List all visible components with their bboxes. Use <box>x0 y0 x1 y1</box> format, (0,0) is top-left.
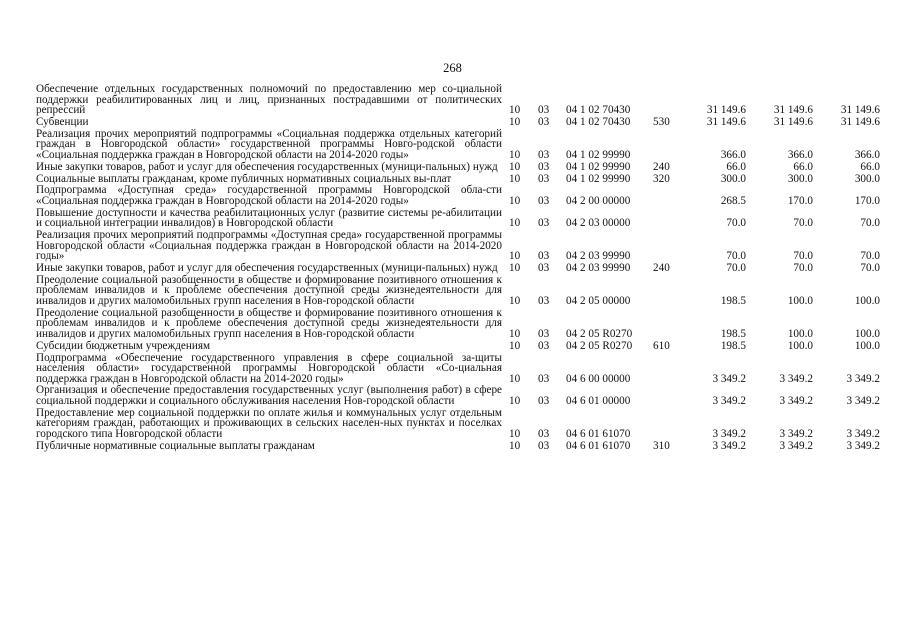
table-row <box>36 208 880 230</box>
row-target-article-cell: 04 1 02 70430 <box>566 104 631 117</box>
row-amount-year2-cell: 100.0 <box>787 327 813 340</box>
row-section-cell: 10 <box>509 428 521 441</box>
row-amount-year1-cell: 300.0 <box>720 172 746 185</box>
row-amount-year2-cell: 3 349.2 <box>779 395 813 408</box>
table-row <box>36 263 880 275</box>
row-amount-year2-cell: 31 149.6 <box>773 115 813 128</box>
row-expense-type-cell: 240 <box>653 262 670 274</box>
row-amount-year2-cell: 366.0 <box>787 148 813 161</box>
table-row <box>36 341 880 353</box>
row-amount-year1-cell: 31 149.6 <box>706 115 746 128</box>
row-subsection-cell: 03 <box>538 104 550 117</box>
row-target-article-cell: 04 1 02 70430 <box>566 115 631 128</box>
row-name-cell: Преодоление социальной разобщенности в обществе и формирование позитивного отношения к проблемам инвалидов и к проблеме обеспечения доступной среды жизнедеятельности для инвалидов и других маломобильных групп населения в Нов-городской области <box>36 273 502 307</box>
row-expense-type-cell <box>653 353 679 386</box>
row-section-cell: 10 <box>509 194 521 207</box>
row-section-cell: 10 <box>509 372 521 385</box>
row-amount-year2-cell: 300.0 <box>787 172 813 185</box>
row-expense-type-cell <box>653 185 679 207</box>
row-section-cell: 10 <box>509 339 521 352</box>
row-expense-type-cell <box>653 275 679 308</box>
row-amount-year2-cell: 100.0 <box>787 294 813 307</box>
row-section-cell: 10 <box>509 439 521 452</box>
row-expense-type-cell: 530 <box>653 115 670 128</box>
row-amount-year2-cell: 70.0 <box>793 217 813 230</box>
row-amount-year3-cell: 3 349.2 <box>846 428 880 441</box>
row-amount-year1-cell: 70.0 <box>726 217 746 230</box>
row-expense-type-cell <box>653 385 679 407</box>
row-expense-type-cell: 320 <box>653 172 670 185</box>
row-name-cell: Реализация прочих мероприятий подпрограммы «Социальная поддержка отдельных категорий граждан в Новгородской области» государственной программы Новго-родской области «Социальная поддержка граждан в Новгородской области на 2014-2020 годы» <box>36 127 502 161</box>
row-amount-year3-cell: 300.0 <box>854 172 880 185</box>
table-row <box>36 308 880 341</box>
row-section-cell: 10 <box>509 160 521 173</box>
row-amount-year2-cell: 70.0 <box>793 250 813 263</box>
table-row <box>36 275 880 308</box>
row-amount-year3-cell: 31 149.6 <box>840 104 880 117</box>
row-amount-year3-cell: 170.0 <box>854 194 880 207</box>
row-target-article-cell: 04 6 01 61070 <box>566 439 631 452</box>
row-amount-year3-cell: 100.0 <box>854 339 880 352</box>
row-target-article-cell: 04 2 00 00000 <box>566 194 631 207</box>
row-amount-year1-cell: 3 349.2 <box>712 395 746 408</box>
row-section-cell: 10 <box>509 262 521 274</box>
row-subsection-cell: 03 <box>538 115 550 128</box>
row-section-cell: 10 <box>509 115 521 128</box>
row-name-cell: Публичные нормативные социальные выплаты гражданам <box>36 439 315 452</box>
row-target-article-cell: 04 2 03 99990 <box>566 262 631 274</box>
row-name-cell: Социальные выплаты гражданам, кроме публичных нормативных социальных вы-плат <box>36 172 452 185</box>
row-section-cell: 10 <box>509 217 521 230</box>
row-expense-type-cell <box>653 308 679 341</box>
page-number: 268 <box>443 61 462 75</box>
row-subsection-cell: 03 <box>538 395 550 408</box>
row-subsection-cell: 03 <box>538 194 550 207</box>
row-amount-year1-cell: 268.5 <box>720 194 746 207</box>
row-name-cell: Реализация прочих мероприятий подпрограммы «Доступная среда» государственной программы Новгородской области «Социальная поддержка граждан в Новгородской области на 2014-2020 годы» <box>36 229 502 263</box>
row-amount-year3-cell: 3 349.2 <box>846 372 880 385</box>
row-amount-year3-cell: 70.0 <box>860 262 880 274</box>
row-amount-year3-cell: 31 149.6 <box>840 115 880 128</box>
table-row <box>36 84 880 117</box>
budget-table <box>36 84 880 453</box>
table-row <box>36 230 880 263</box>
row-amount-year2-cell: 170.0 <box>787 194 813 207</box>
row-name-cell: Организация и обеспечение предоставления государственных услуг (выполнения работ) в сфере социальной поддержки и социального обслуживания населения Нов-городской области <box>36 384 502 408</box>
row-name-cell: Повышение доступности и качества реабилитационных услуг (развитие системы ре-абилитации и социальной интеграции инвалидов) в Новгородской области <box>36 206 502 230</box>
row-target-article-cell: 04 1 02 99990 <box>566 172 631 185</box>
row-amount-year1-cell: 198.5 <box>720 339 746 352</box>
row-target-article-cell: 04 2 03 99990 <box>566 250 631 263</box>
row-expense-type-cell <box>653 129 679 162</box>
row-amount-year1-cell: 70.0 <box>726 250 746 263</box>
row-amount-year1-cell: 198.5 <box>720 327 746 340</box>
row-subsection-cell: 03 <box>538 250 550 263</box>
row-target-article-cell: 04 2 03 00000 <box>566 217 631 230</box>
row-subsection-cell: 03 <box>538 172 550 185</box>
row-amount-year1-cell: 31 149.6 <box>706 104 746 117</box>
row-amount-year2-cell: 70.0 <box>793 262 813 274</box>
row-section-cell: 10 <box>509 395 521 408</box>
row-section-cell: 10 <box>509 148 521 161</box>
row-amount-year2-cell: 3 349.2 <box>779 439 813 452</box>
row-name-cell: Преодоление социальной разобщенности в обществе и формирование позитивного отношения к проблемам инвалидов и к проблеме обеспечения доступной среды жизнедеятельности для инвалидов и других маломобильных групп населения в Нов-городской области <box>36 306 502 340</box>
row-section-cell: 10 <box>509 250 521 263</box>
row-expense-type-cell: 240 <box>653 160 670 173</box>
row-target-article-cell: 04 6 01 00000 <box>566 395 631 408</box>
row-expense-type-cell: 310 <box>653 439 670 452</box>
row-expense-type-cell <box>653 408 679 441</box>
row-expense-type-cell <box>653 230 679 263</box>
row-subsection-cell: 03 <box>538 372 550 385</box>
row-amount-year1-cell: 198.5 <box>720 294 746 307</box>
row-name-cell: Подпрограмма «Доступная среда» государственной программы Новгородской обла-сти «Социальная поддержка граждан в Новгородской области на 2014-2020 годы» <box>36 184 502 207</box>
row-amount-year3-cell: 3 349.2 <box>846 439 880 452</box>
row-target-article-cell: 04 1 02 99990 <box>566 160 631 173</box>
row-amount-year1-cell: 366.0 <box>720 148 746 161</box>
row-target-article-cell: 04 6 01 61070 <box>566 428 631 441</box>
row-name-cell: Предоставление мер социальной поддержки по оплате жилья и коммунальных услуг отдельным категориям граждан, работающих и проживающих в сельских населен-ных пунктах и поселках городского типа Новгородской области <box>36 406 502 441</box>
table-row <box>36 441 880 453</box>
row-amount-year3-cell: 70.0 <box>860 250 880 263</box>
row-amount-year1-cell: 70.0 <box>726 262 746 274</box>
row-subsection-cell: 03 <box>538 262 550 274</box>
row-subsection-cell: 03 <box>538 294 550 307</box>
row-name-cell: Иные закупки товаров, работ и услуг для обеспечения государственных (муници-пальных) нужд <box>36 160 498 173</box>
row-expense-type-cell <box>653 208 679 230</box>
row-subsection-cell: 03 <box>538 339 550 352</box>
row-amount-year1-cell: 3 349.2 <box>712 372 746 385</box>
row-subsection-cell: 03 <box>538 327 550 340</box>
row-amount-year2-cell: 3 349.2 <box>779 372 813 385</box>
row-target-article-cell: 04 6 00 00000 <box>566 372 631 385</box>
table-row <box>36 408 880 441</box>
row-amount-year3-cell: 100.0 <box>854 294 880 307</box>
row-subsection-cell: 03 <box>538 428 550 441</box>
row-expense-type-cell: 610 <box>653 339 670 352</box>
row-amount-year2-cell: 66.0 <box>793 160 813 173</box>
row-amount-year2-cell: 100.0 <box>787 339 813 352</box>
row-name-cell: Обеспечение отдельных государственных полномочий по предоставлению мер со-циальной поддержки реабилитированных лиц и лиц, признанных пострадавшими от политических репрессий <box>36 83 502 117</box>
table-body <box>36 84 880 453</box>
row-subsection-cell: 03 <box>538 217 550 230</box>
row-expense-type-cell <box>653 84 679 117</box>
row-amount-year1-cell: 3 349.2 <box>712 428 746 441</box>
row-amount-year3-cell: 3 349.2 <box>846 395 880 408</box>
row-name-cell: Иные закупки товаров, работ и услуг для обеспечения государственных (муници-пальных) нужд <box>36 262 498 274</box>
row-amount-year3-cell: 366.0 <box>854 148 880 161</box>
row-section-cell: 10 <box>509 327 521 340</box>
row-name-cell: Субсидии бюджетным учреждениям <box>36 339 211 352</box>
table-row <box>36 162 880 174</box>
row-target-article-cell: 04 2 05 R0270 <box>566 327 633 340</box>
row-name-cell: Субвенции <box>36 115 89 128</box>
row-amount-year1-cell: 3 349.2 <box>712 439 746 452</box>
table-row <box>36 117 880 129</box>
row-amount-year3-cell: 66.0 <box>860 160 880 173</box>
row-section-cell: 10 <box>509 104 521 117</box>
table-row <box>36 129 880 162</box>
row-amount-year2-cell: 31 149.6 <box>773 104 813 117</box>
table-row <box>36 185 880 207</box>
row-section-cell: 10 <box>509 172 521 185</box>
row-amount-year1-cell: 66.0 <box>726 160 746 173</box>
row-target-article-cell: 04 2 05 00000 <box>566 294 631 307</box>
row-amount-year3-cell: 100.0 <box>854 327 880 340</box>
row-target-article-cell: 04 1 02 99990 <box>566 148 631 161</box>
table-row <box>36 385 880 407</box>
row-target-article-cell: 04 2 05 R0270 <box>566 339 633 352</box>
row-section-cell: 10 <box>509 294 521 307</box>
row-subsection-cell: 03 <box>538 439 550 452</box>
row-amount-year2-cell: 3 349.2 <box>779 428 813 441</box>
table-row <box>36 353 880 386</box>
row-subsection-cell: 03 <box>538 148 550 161</box>
row-amount-year3-cell: 70.0 <box>860 217 880 230</box>
row-name-cell: Подпрограмма «Обеспечение государственного управления в сфере социальной за-щиты населения области» государственной программы Новгородской области «Со-циальная поддержка граждан в Новгородской области на 2014-2020 годы» <box>36 351 502 385</box>
row-subsection-cell: 03 <box>538 160 550 173</box>
